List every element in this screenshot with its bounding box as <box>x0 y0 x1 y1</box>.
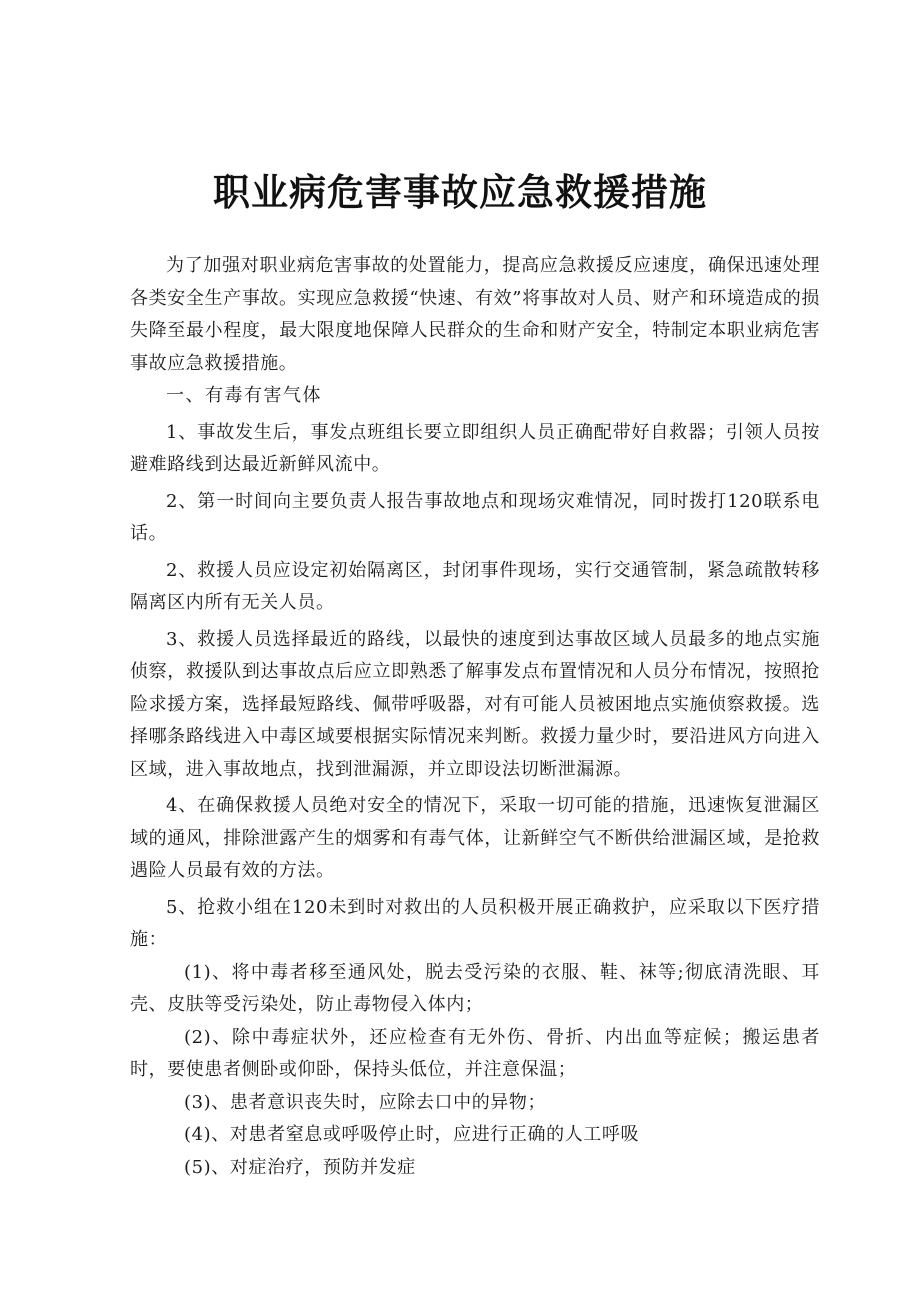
measure-item: (5)、对症治疗，预防并发症 <box>184 1156 416 1178</box>
item-paragraph: 2、救援人员应设定初始隔离区，封闭事件现场，实行交通管制，紧急疏散转移隔离区内所有无关人员。 <box>130 559 820 613</box>
section-heading: 一、有毒有害气体 <box>166 385 322 406</box>
measure-item: (4)、对患者窒息或呼吸停止时，应进行正确的人工呼吸 <box>184 1124 640 1145</box>
measure-item: (1)、将中毒者移至通风处，脱去受污染的衣服、鞋、袜等;彻底清洗眼、耳壳、皮肤等受污染处，防止毒物侵入体内； <box>130 961 820 1015</box>
measure-item: (2)、除中毒症状外，还应检查有无外伤、骨折、内出血等症候；搬运患者时，要使患者侧卧或仰卧，保持头低位，并注意保温； <box>130 1026 820 1080</box>
item-paragraph: 2、第一时间向主要负责人报告事故地点和现场灾难情况，同时拨打120联系电话。 <box>130 490 820 544</box>
item-paragraph: 5、抢救小组在120未到时对救出的人员积极开展正确救护，应采取以下医疗措施： <box>130 896 820 950</box>
intro-paragraph: 为了加强对职业病危害事故的处置能力，提高应急救援反应速度，确保迅速处理各类安全生产事故。实现应急救援“快速、有效”将事故对人员、财产和环境造成的损失降至最小程度，最大限度地保障人民群众的生命和财产安全，特制定本职业病危害事故应急救援措施。 <box>130 255 820 374</box>
measure-item: (3)、患者意识丧失时，应除去口中的异物； <box>184 1091 547 1113</box>
page-title: 职业病危害事故应急救援措施 <box>213 171 707 214</box>
item-paragraph: 3、救援人员选择最近的路线，以最快的速度到达事故区域人员最多的地点实施侦察，救援队到达事故点后应立即熟悉了解事发点布置情况和人员分布情况，按照抢险求援方案，选择最短路线、佩带呼吸器，对有可能人员被困地点实施侦察救援。选择哪条路线进入中毒区域要根据实际情况来判断。救援力量少时，要沿进风方向进入区域，进入事故地点，找到泄漏源，并立即设法切断泄漏源。 <box>130 628 820 780</box>
item-paragraph: 4、在确保救援人员绝对安全的情况下，采取一切可能的措施，迅速恢复泄漏区域的通风，排除泄露产生的烟雾和有毒气体，让新鲜空气不断供给泄漏区域，是抢救遇险人员最有效的方法。 <box>130 795 820 881</box>
item-paragraph: 1、事故发生后，事发点班组长要立即组织人员正确配带好自救器；引领人员按避难路线到达最近新鲜风流中。 <box>130 421 820 475</box>
document-body <box>130 250 820 1184</box>
